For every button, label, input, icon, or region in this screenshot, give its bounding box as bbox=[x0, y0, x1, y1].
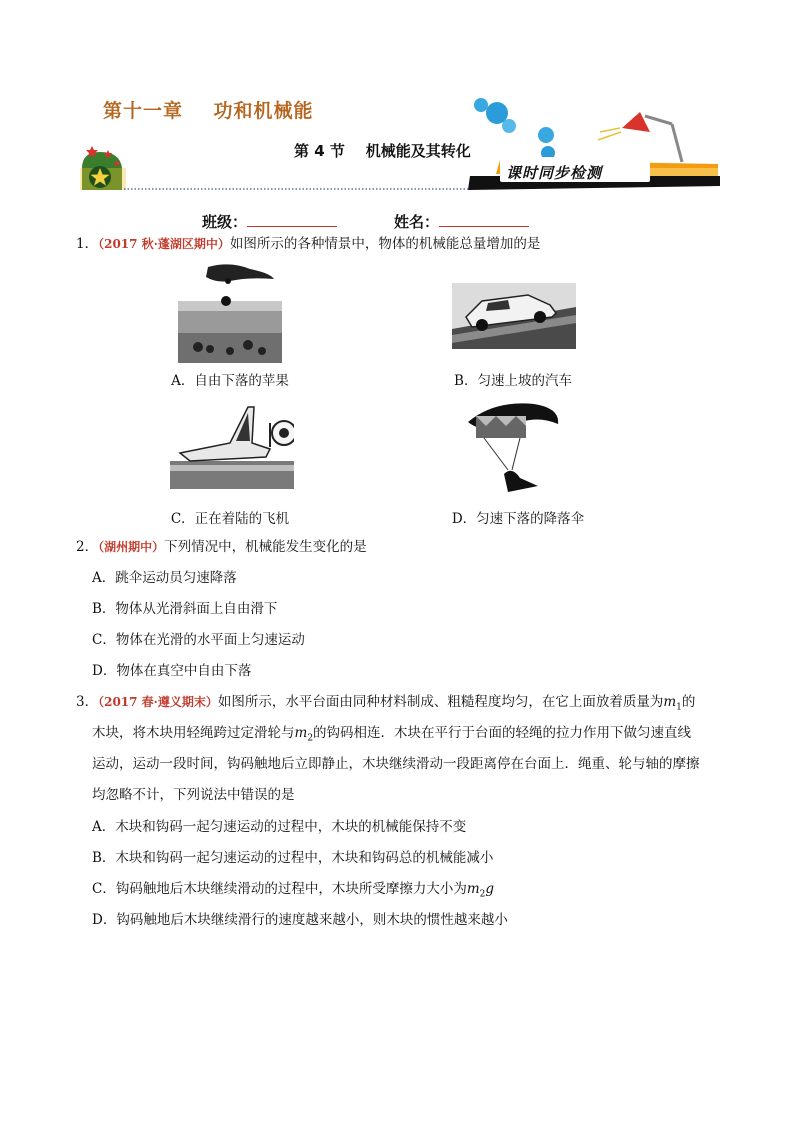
question-3-line-2 bbox=[92, 723, 732, 749]
q1-option-d[interactable]: D．匀速下落的降落伞 bbox=[451, 511, 585, 527]
class-label: 班级： bbox=[202, 213, 248, 231]
question-text: 木块，将木块用轻绳跨过定滑轮与 bbox=[92, 725, 295, 741]
gravity-symbol: g bbox=[485, 881, 495, 897]
bubble-icon bbox=[538, 127, 554, 143]
name-label: 姓名： bbox=[394, 213, 440, 231]
question-number: 1． bbox=[76, 236, 99, 252]
question-number: 3． bbox=[76, 694, 99, 710]
mass-subscript: 2 bbox=[307, 733, 314, 744]
car-uphill-image bbox=[452, 283, 576, 349]
bubble-icon bbox=[502, 119, 516, 133]
falling-apple-image bbox=[178, 263, 282, 363]
class-field bbox=[202, 211, 337, 232]
question-3-line-3: 运动，运动一段时间，钩码触地后立即静止，木块继续滑动一段距离停在台面上．绳重、轮与轴的摩擦 bbox=[92, 756, 700, 772]
section-title: 第 4 节 机械能及其转化 bbox=[294, 142, 471, 160]
bubble-icon bbox=[474, 98, 488, 112]
banner-label: 课时同步检测 bbox=[506, 164, 603, 182]
q3-option-c[interactable] bbox=[92, 879, 494, 905]
question-number: 2． bbox=[76, 539, 99, 555]
q2-option-a[interactable]: A．跳伞运动员匀速降落 bbox=[92, 570, 237, 586]
question-source: （2017 秋·蓬湖区期中） bbox=[98, 237, 230, 251]
question-stem: 如图所示的各种情景中，物体的机械能总量增加的是 bbox=[229, 236, 541, 252]
landing-plane-image bbox=[170, 403, 294, 489]
question-1 bbox=[76, 234, 540, 254]
q3-option-b[interactable]: B．木块和钩码一起匀速运动的过程中，木块和钩码总的机械能减小 bbox=[92, 850, 494, 866]
name-blank[interactable] bbox=[439, 212, 529, 227]
mass-subscript: 1 bbox=[676, 702, 682, 713]
class-blank[interactable] bbox=[247, 212, 337, 227]
q2-option-b[interactable]: B．物体从光滑斜面上自由滑下 bbox=[92, 601, 278, 617]
lamp-icon bbox=[598, 112, 682, 162]
q1-option-c[interactable]: C．正在着陆的飞机 bbox=[170, 511, 290, 527]
parachute-image bbox=[464, 402, 564, 494]
q2-option-d[interactable]: D．物体在真空中自由下落 bbox=[92, 663, 252, 679]
question-3-line-4: 均忽略不计，下列说法中错误的是 bbox=[92, 787, 295, 803]
question-3-line-1 bbox=[76, 692, 726, 718]
mass-symbol: m bbox=[466, 881, 480, 897]
mass-symbol: m bbox=[294, 725, 308, 741]
question-source: （湖州期中） bbox=[98, 540, 165, 554]
question-source: （2017 春·遵义期末） bbox=[98, 695, 218, 709]
mass-subscript: 2 bbox=[479, 889, 486, 900]
mass-symbol: m bbox=[663, 694, 677, 710]
star-badge-icon bbox=[80, 146, 126, 190]
question-stem-end: 的 bbox=[681, 694, 696, 710]
q1-option-a[interactable]: A．自由下落的苹果 bbox=[171, 373, 289, 389]
q2-option-c[interactable]: C．物体在光滑的水平面上匀速运动 bbox=[92, 632, 305, 648]
name-field bbox=[394, 211, 529, 232]
q3-option-d[interactable]: D．钩码触地后木块继续滑行的速度越来越小，则木块的惯性越来越小 bbox=[92, 912, 508, 928]
question-2 bbox=[76, 537, 367, 557]
question-stem: 如图所示，水平台面由同种材料制成、粗糙程度均匀，在它上面放着质量为 bbox=[217, 694, 664, 710]
option-text: C．钩码触地后木块继续滑动的过程中，木块所受摩擦力大小为 bbox=[92, 881, 467, 897]
question-text: 的钩码相连．木块在平行于台面的轻绳的拉力作用下做匀速直线 bbox=[313, 725, 692, 741]
q3-option-a[interactable]: A．木块和钩码一起匀速运动的过程中，木块的机械能保持不变 bbox=[92, 819, 467, 835]
q1-option-b[interactable]: B．匀速上坡的汽车 bbox=[454, 373, 572, 389]
question-stem: 下列情况中，机械能发生变化的是 bbox=[164, 539, 367, 555]
chapter-title: 第十一章 功和机械能 bbox=[103, 100, 314, 122]
